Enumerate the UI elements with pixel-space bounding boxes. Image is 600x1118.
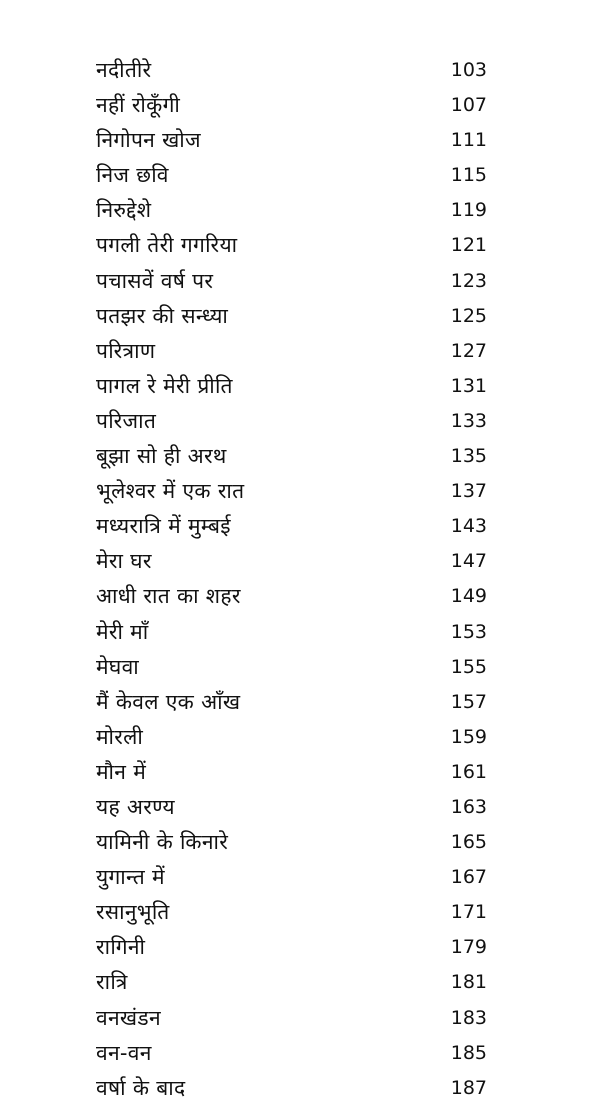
toc-entry-page: 119 xyxy=(450,199,487,222)
toc-entry-title: निज छवि xyxy=(96,163,169,188)
toc-entry xyxy=(0,615,600,650)
toc-entry-title: परिजात xyxy=(96,408,157,433)
toc-entry xyxy=(0,579,600,614)
toc-entry-title: मेरी माँ xyxy=(96,619,149,644)
toc-entry-page: 167 xyxy=(450,866,487,889)
toc-entry-page: 107 xyxy=(450,94,487,117)
toc-entry-page: 187 xyxy=(450,1076,487,1099)
toc-entry-title: रात्रि xyxy=(96,970,128,995)
toc-entry xyxy=(0,544,600,579)
toc-entry-page: 121 xyxy=(450,234,487,257)
toc-entry-title: पचासवें वर्ष पर xyxy=(96,268,214,293)
toc-entry-page: 147 xyxy=(450,550,487,573)
toc-entry xyxy=(0,825,600,860)
toc-entry xyxy=(0,53,600,88)
toc-entry-page: 137 xyxy=(450,480,487,503)
toc-entry-page: 135 xyxy=(450,445,487,468)
toc-entry xyxy=(0,685,600,720)
toc-entry-title: वनखंडन xyxy=(96,1005,161,1030)
toc-entry xyxy=(0,1071,600,1106)
toc-entry xyxy=(0,439,600,474)
toc-entry-page: 157 xyxy=(450,690,487,713)
toc-entry xyxy=(0,88,600,123)
toc-entry-page: 143 xyxy=(450,515,487,538)
toc-entry-title: आधी रात का शहर xyxy=(96,584,241,609)
toc-entry xyxy=(0,123,600,158)
toc-entry xyxy=(0,228,600,263)
toc-entry-page: 155 xyxy=(450,655,487,678)
toc-entry xyxy=(0,369,600,404)
toc-entry xyxy=(0,193,600,228)
toc-entry-title: यह अरण्य xyxy=(96,794,175,819)
toc-entry-title: रसानुभूति xyxy=(96,900,170,925)
toc-entry-page: 127 xyxy=(450,339,487,362)
toc-entry-page: 123 xyxy=(450,269,487,292)
toc-entry-title: रागिनी xyxy=(96,935,146,960)
toc-entry-page: 179 xyxy=(450,936,487,959)
toc-entry-page: 171 xyxy=(450,901,487,924)
toc-entry-page: 159 xyxy=(450,725,487,748)
toc-entry-title: मौन में xyxy=(96,759,147,784)
toc-entry-title: परित्राण xyxy=(96,338,156,363)
toc-entry-page: 149 xyxy=(450,585,487,608)
toc-entry xyxy=(0,860,600,895)
toc-entry-title: वर्षा के बाद xyxy=(96,1075,186,1100)
toc-entry-title: निगोपन खोज xyxy=(96,128,201,153)
toc-entry-title: मध्यरात्रि में मुम्बई xyxy=(96,514,231,539)
toc-entry-title: पतझर की सन्ध्या xyxy=(96,303,229,328)
toc-entry-page: 153 xyxy=(450,620,487,643)
toc-entry-title: वन-वन xyxy=(96,1040,152,1065)
toc-entry xyxy=(0,264,600,299)
toc-entry xyxy=(0,404,600,439)
toc-entry xyxy=(0,720,600,755)
toc-entry-page: 161 xyxy=(450,760,487,783)
toc-entry xyxy=(0,299,600,334)
toc-entry xyxy=(0,334,600,369)
toc-entry xyxy=(0,755,600,790)
table-of-contents xyxy=(0,53,600,1106)
toc-entry-page: 115 xyxy=(450,164,487,187)
toc-entry-page: 183 xyxy=(450,1006,487,1029)
toc-entry xyxy=(0,650,600,685)
toc-entry-page: 131 xyxy=(450,374,487,397)
toc-entry xyxy=(0,474,600,509)
toc-entry-page: 133 xyxy=(450,409,487,432)
toc-entry-title: मेरा घर xyxy=(96,549,152,574)
toc-entry-title: मोरली xyxy=(96,724,144,749)
toc-entry xyxy=(0,1001,600,1036)
toc-entry xyxy=(0,895,600,930)
toc-entry xyxy=(0,158,600,193)
toc-entry-title: नहीं रोकूँगी xyxy=(96,93,181,118)
toc-entry-title: पागल रे मेरी प्रीति xyxy=(96,373,233,398)
toc-entry-page: 185 xyxy=(450,1041,487,1064)
toc-entry-page: 181 xyxy=(450,971,487,994)
toc-entry-title: मेघवा xyxy=(96,654,139,679)
toc-entry xyxy=(0,509,600,544)
toc-entry xyxy=(0,790,600,825)
toc-entry-title: निरुद्देशे xyxy=(96,198,152,223)
toc-entry-title: भूलेश्वर में एक रात xyxy=(96,479,245,504)
toc-entry-title: बूझा सो ही अरथ xyxy=(96,444,227,469)
toc-entry-page: 111 xyxy=(450,129,487,152)
toc-entry-page: 103 xyxy=(450,59,487,81)
toc-entry xyxy=(0,1036,600,1071)
toc-entry-title: यामिनी के किनारे xyxy=(96,830,229,855)
toc-entry xyxy=(0,965,600,1000)
toc-entry-title: पगली तेरी गगरिया xyxy=(96,233,238,258)
toc-entry-title: नदीतीरे xyxy=(96,58,152,82)
toc-entry-page: 125 xyxy=(450,304,487,327)
toc-entry xyxy=(0,930,600,965)
toc-entry-title: मैं केवल एक आँख xyxy=(96,689,241,714)
toc-entry-title: युगान्त में xyxy=(96,865,165,890)
toc-entry-page: 163 xyxy=(450,795,487,818)
toc-entry-page: 165 xyxy=(450,831,487,854)
